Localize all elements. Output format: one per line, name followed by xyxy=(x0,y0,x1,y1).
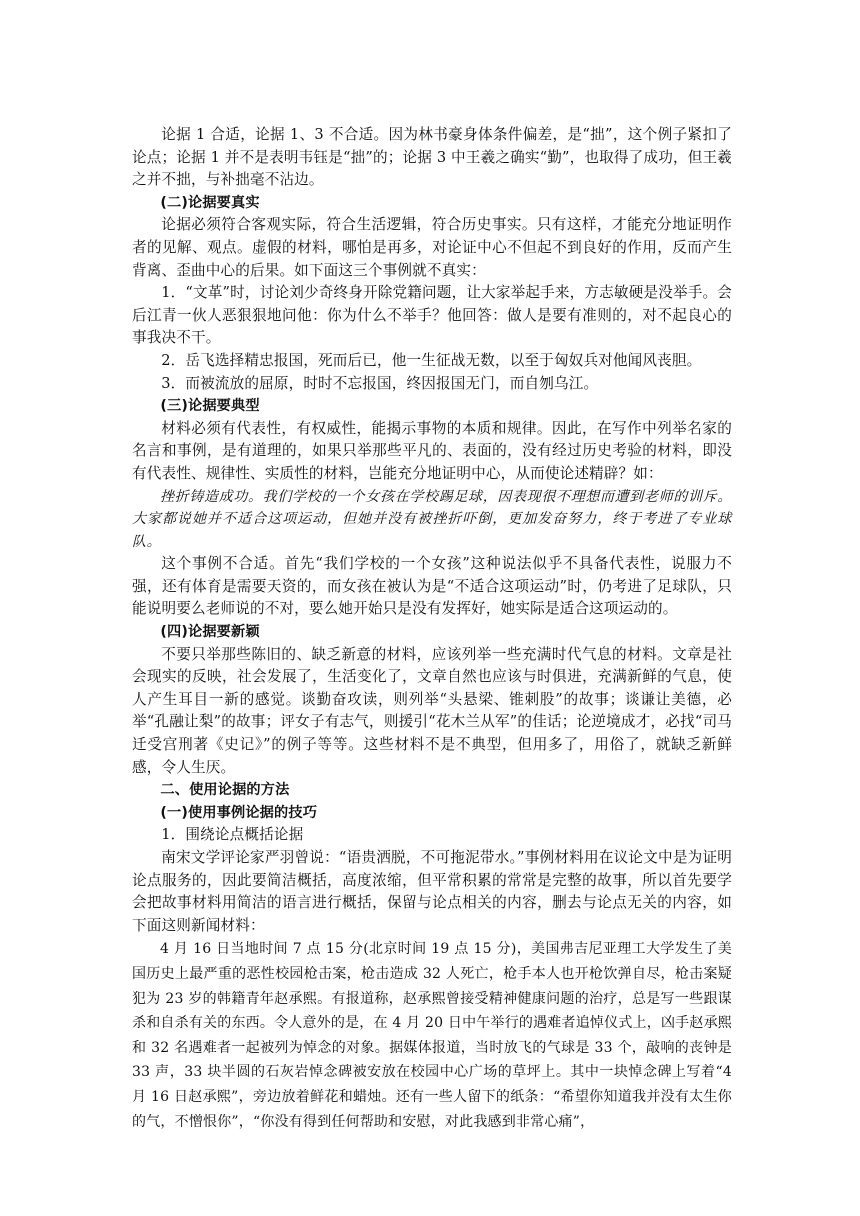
paragraph-typical-analysis: 这个事例不合适。首先“我们学校的一个女孩”这种说法似乎不具备代表性，说服力不强，还有体育是需要天资的，而女孩在被认为是“不适合这项运动”时，仍考进了足球队，只能说明要么老师说的不对，要么她开始只是没有发挥好，她实际是适合这项运动的。 xyxy=(132,555,732,618)
paragraph-analysis: 论据 1 合适，论据 1、3 不合适。因为林书豪身体条件偏差，是“拙”，这个例子紧扣了论点；论据 1 并不是表明韦钰是“拙”的；论据 3 中王羲之确实“勤”，也取得了成功，但王羲之并不拙，与补拙毫不沾边。 xyxy=(132,126,732,189)
paragraph-technique-explanation: 南宋文学评论家严羽曾说：“语贵洒脱，不可拖泥带水。”事例材料用在议论文中是为证明论点服务的，因此要简洁概括，高度浓缩，但平常积累的常常是完整的故事，所以首先要学会把故事材料用简洁的语言进行概括，保留与论点相关的内容，删去与论点无关的内容，如下面这则新闻材料： xyxy=(132,849,732,934)
paragraph-example-2: 2．岳飞选择精忠报国，死而后已，他一生征战无数，以至于匈奴兵对他闻风丧胆。 xyxy=(161,351,702,369)
paragraph-example-1: 1．“文革”时，讨论刘少奇终身开除党籍问题，让大家举起手来，方志敏硬是没举手。会后江青一伙人恶狠狠地问他：你为什么不举手？他回答：做人是要有准则的，对不起良心的事我决不干。 xyxy=(132,284,732,347)
paragraph-typical-intro: 材料必须有代表性，有权威性，能揭示事物的本质和规律。因此，在写作中列举名家的名言和事例，是有道理的，如果只举那些平凡的、表面的，没有经过历史考验的材料，即没有代表性、规律性、实质性的材料，岂能充分地证明中心，从而使论述精辟？如： xyxy=(132,419,732,482)
paragraph-technique-1: 1．围绕论点概括论据 xyxy=(161,826,304,844)
paragraph-true-intro: 论据必须符合客观实际，符合生活逻辑，符合历史事实。只有这样，才能充分地证明作者的见解、观点。虚假的材料，哪怕是再多，对论证中心不但起不到良好的作用，反而产生背离、歪曲中心的后果。如下面这三个事例就不真实： xyxy=(132,216,732,279)
paragraph-novel: 不要只举那些陈旧的、缺乏新意的材料，应该列举一些充满时代气息的材料。文章是社会现实的反映，社会发展了，生活变化了，文章自然也应该与时俱进，充满新鲜的气息，使人产生耳目一新的感觉。谈勤奋攻读，则列举“头悬梁、锥刺股”的故事；谈谦让美德，必举“孔融让梨”的故事；评女子有志气，则援引“花木兰从军”的佳话；论逆境成才，必找“司马迁受宫刑著《史记》”的例子等等。这些材料不是不典型，但用多了，用俗了，就缺乏新鲜感，令人生厌。 xyxy=(132,645,732,776)
document-page xyxy=(132,124,732,1134)
paragraph-quote-example: 挫折铸造成功。我们学校的一个女孩在学校踢足球，因表现很不理想而遭到老师的训斥。大家都说她并不适合这项运动，但她并没有被挫折吓倒，更加发奋努力，终于考进了专业球队。 xyxy=(132,488,732,550)
paragraph-news-material: 4 月 16 日当地时间 7 点 15 分(北京时间 19 点 15 分)，美国弗吉尼亚理工大学发生了美国历史上最严重的恶性校园枪击案，枪击造成 32 人死亡，枪手本人也开枪饮弹自尽，枪击案疑犯为 23 岁的韩籍青年赵承熙。有报道称，赵承熙曾接受精神健康问题的治疗，总是写一些跟谋杀和自杀有关的东西。令人意外的是，在 4 月 20 日中午举行的遇难者追悼仪式上，凶手赵承熙和 32 名遇难者一起被列为悼念的对象。据媒体报道，当时放飞的气球是 33 个，敲响的丧钟是 33 声，33 块半圆的石灰岩悼念碑被安放在校园中心广场的草坪上。其中一块悼念碑上写着“4 月 16 日赵承熙”，旁边放着鲜花和蜡烛。还有一些人留下的纸条：“希望你知道我并没有太生你的气，不憎恨你”，“你没有得到任何帮助和安慰，对此我感到非常心痛”， xyxy=(132,941,732,1130)
heading-evidence-typical: (三)论据要典型 xyxy=(160,398,260,415)
heading-evidence-true: (二)论据要真实 xyxy=(160,194,260,211)
paragraph-example-3: 3．而被流放的屈原，时时不忘报国，终因报国无门，而自刎乌江。 xyxy=(161,374,599,392)
heading-methods: 二、使用论据的方法 xyxy=(160,782,290,799)
heading-evidence-novel: (四)论据要新颖 xyxy=(160,624,260,641)
heading-example-techniques: (一)使用事例论据的技巧 xyxy=(160,804,318,821)
